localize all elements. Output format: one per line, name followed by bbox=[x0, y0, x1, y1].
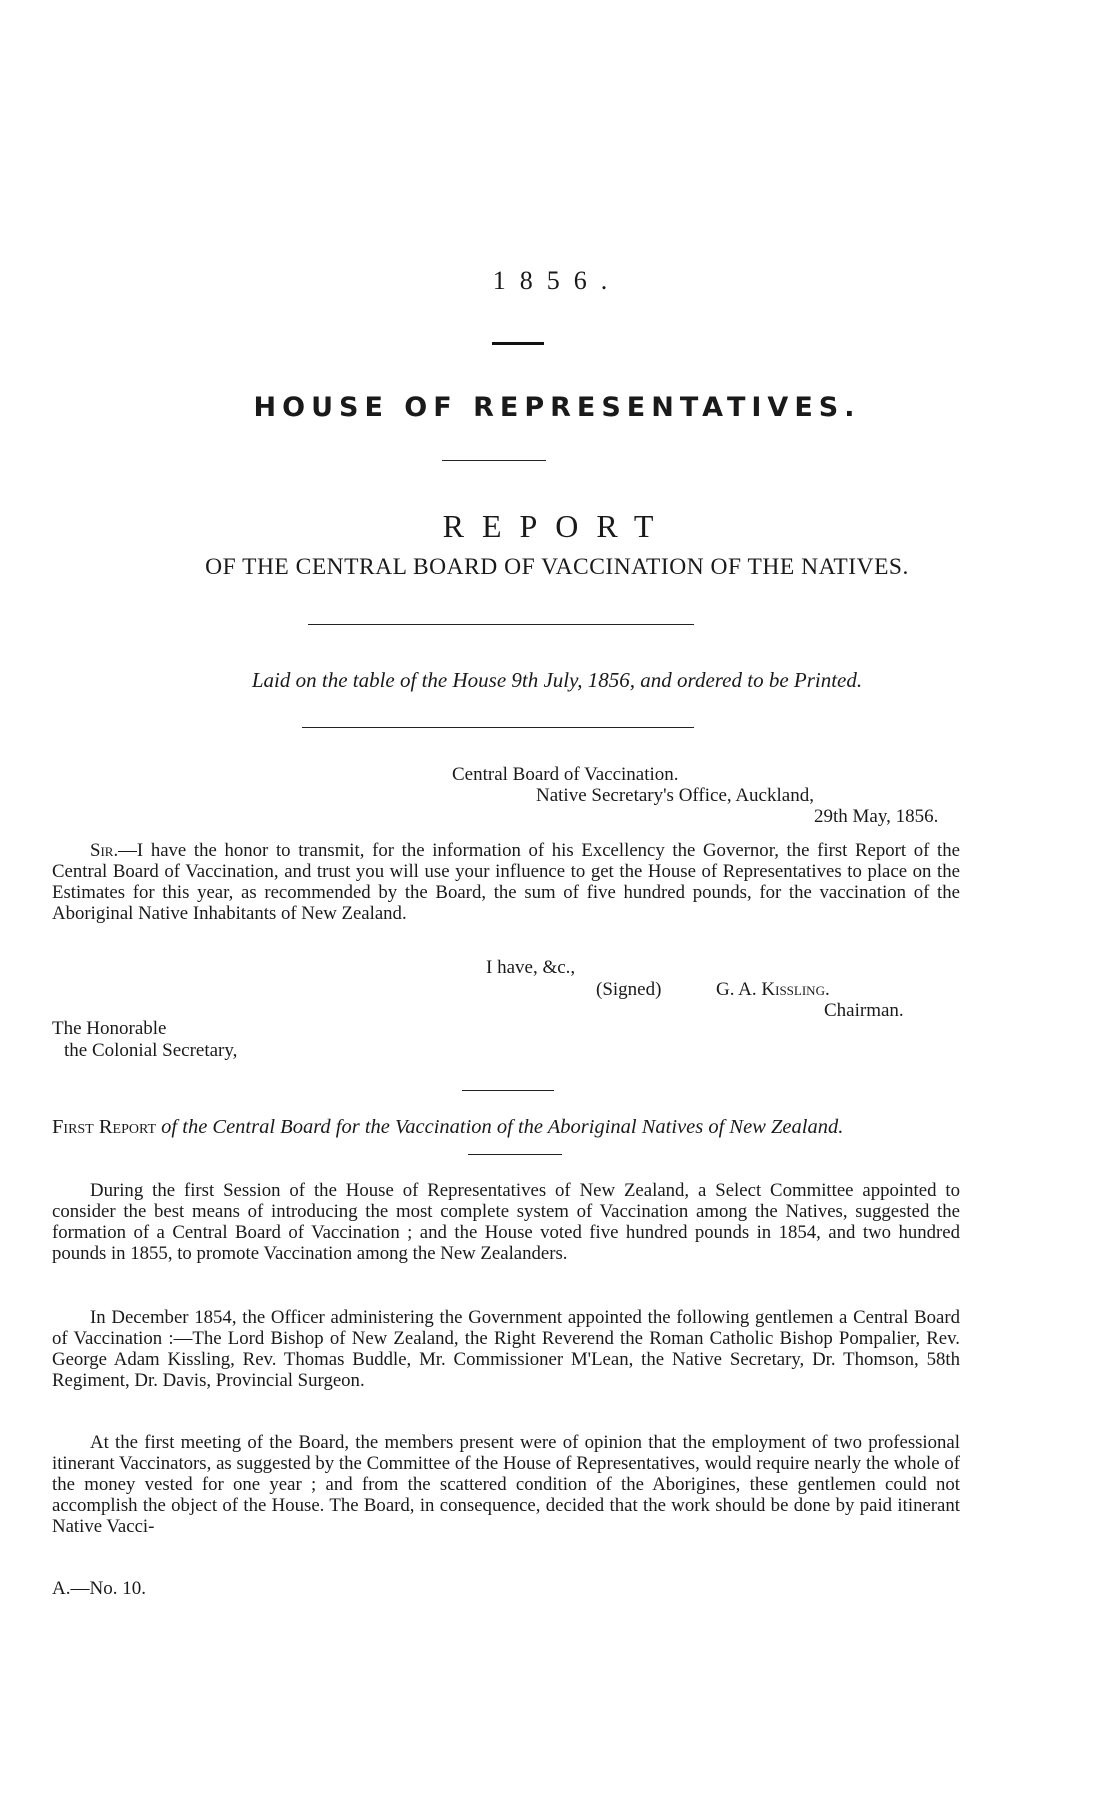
signed-label: (Signed) bbox=[596, 979, 662, 1000]
paragraph-3-text: At the first meeting of the Board, the members present were of opinion that the employment of two professional itinerant Vaccinators, as suggested by the Committee of the House of Representatives, would require nearly the whole of the money vested for one year ; and from the scattered condition of the Aborigines, these gentlemen could not accomplish the object of the House. The Board, in consequence, decided that the work should be done by paid itinerant Native Vacci- bbox=[52, 1432, 960, 1537]
laid-on-table-line: Laid on the table of the House 9th July, 1856, and ordered to be Printed. bbox=[251, 668, 863, 692]
letter-salutation: Sir. bbox=[90, 840, 119, 861]
signer-title: Chairman. bbox=[824, 1000, 904, 1021]
report-subtitle: OF THE CENTRAL BOARD OF VACCINATION OF THE NATIVES. bbox=[205, 554, 909, 580]
signer-name: G. A. Kissling. bbox=[716, 979, 830, 1000]
recipient-line-2: the Colonial Secretary, bbox=[64, 1040, 238, 1061]
report-title: REPORT bbox=[442, 508, 672, 544]
address-line-2: Native Secretary's Office, Auckland, bbox=[536, 785, 814, 806]
house-title: HOUSE OF REPRESENTATIVES. bbox=[253, 392, 861, 423]
document-year: 1856. bbox=[492, 266, 622, 295]
paragraph-2-text: In December 1854, the Officer administering the Government appointed the following gentlemen a Central Board of Vaccination :—The Lord Bishop of New Zealand, the Right Reverend the Roman Catholic Bishop Pompalier, Rev. George Adam Kissling, Rev. Thomas Buddle, Mr. Commissioner M'Lean, the Native Secretary, Dr. Thomson, 58th Regiment, Dr. Davis, Provincial Surgeon. bbox=[52, 1307, 960, 1391]
letter-closing: I have, &c., bbox=[486, 957, 576, 978]
paragraph-1-text: During the first Session of the House of Representatives of New Zealand, a Select Committee appointed to consider the best means of introducing the most complete system of Vaccination among the Natives, suggested the formation of a Central Board of Vaccination ; and the House voted five hundred pounds in 1854, and two hundred pounds in 1855, to promote Vaccination among the New Zealanders. bbox=[52, 1180, 960, 1264]
heading-rule bbox=[468, 1154, 562, 1155]
letter-body-text: —I have the honor to transmit, for the information of his Excellency the Governor, the first Report of the Central Board of Vaccination, and trust you will use your influence to get the House of Representatives to place on the Estimates for this year, as recommended by the Board, the sum of five hundred pounds, for the vaccination of the Aboriginal Native Inhabitants of New Zealand. bbox=[52, 840, 960, 924]
paragraph-3 bbox=[52, 1432, 960, 1537]
first-report-heading-rest: of the Central Board for the Vaccination of the Aboriginal Natives of New Zealand. bbox=[156, 1116, 844, 1138]
address-line-1: Central Board of Vaccination. bbox=[452, 764, 679, 785]
laid-rule bbox=[302, 727, 694, 728]
first-report-heading-lead: First Report bbox=[52, 1116, 157, 1138]
first-report-heading bbox=[52, 1116, 972, 1139]
year-rule bbox=[492, 342, 544, 345]
recipient-line-1: The Honorable bbox=[52, 1018, 167, 1039]
paragraph-1 bbox=[52, 1180, 960, 1264]
house-rule bbox=[442, 460, 546, 461]
letter-rule bbox=[462, 1090, 554, 1091]
letter-body bbox=[52, 840, 960, 924]
letter-date: 29th May, 1856. bbox=[814, 806, 939, 827]
footer-reference: A.—No. 10. bbox=[52, 1578, 146, 1599]
subtitle-rule bbox=[308, 624, 694, 625]
paragraph-2 bbox=[52, 1307, 960, 1391]
